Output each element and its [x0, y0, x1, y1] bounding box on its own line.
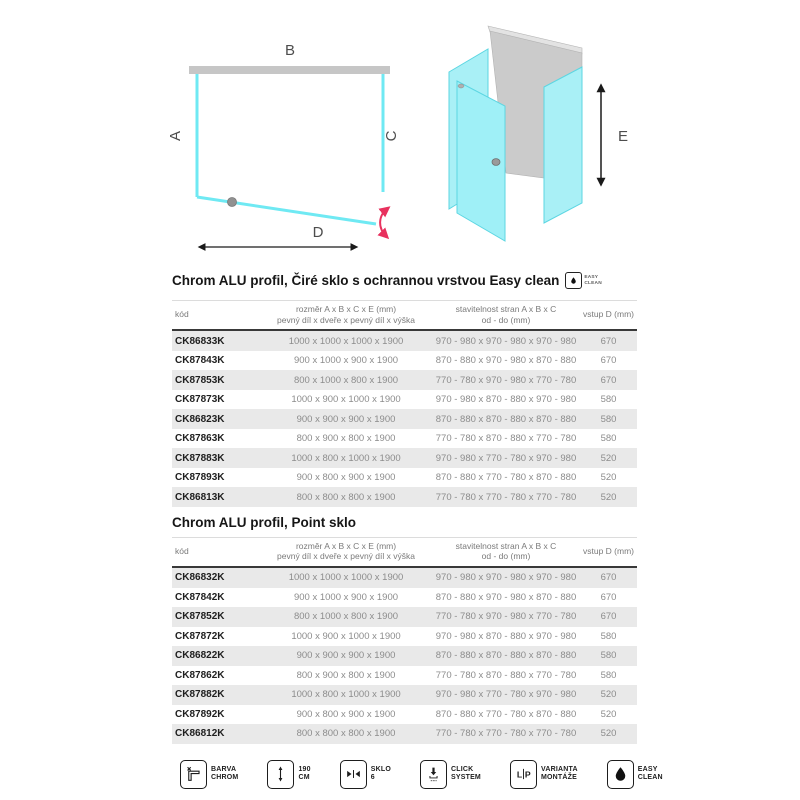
height-icon — [267, 760, 294, 789]
adjustability-cell: 870 - 880 x 870 - 880 x 870 - 880 — [435, 650, 577, 662]
product-code-cell: CK87842K — [175, 591, 225, 603]
svg-text:L: L — [516, 769, 523, 780]
table-row — [172, 685, 637, 705]
entry-width-cell: 670 — [600, 374, 617, 386]
entry-width-cell: 580 — [600, 650, 617, 662]
feature-icons-row — [172, 760, 663, 789]
feature-item — [267, 760, 310, 789]
size-cell: 900 x 1000 x 900 x 1900 — [293, 355, 399, 366]
product-code-cell: CK86822K — [175, 650, 225, 662]
product-code-cell: CK86823K — [175, 413, 225, 425]
feature-label: BARVA CHROM — [211, 765, 239, 781]
size-cell: 800 x 1000 x 800 x 1900 — [293, 611, 399, 623]
adjustability-cell: 770 - 780 x 970 - 980 x 770 - 780 — [435, 611, 577, 623]
adjustability-cell: 870 - 880 x 870 - 880 x 870 - 880 — [435, 413, 577, 425]
easy-clean-icon — [565, 272, 582, 289]
product-table-point-glass — [172, 537, 637, 744]
entry-width-cell: 670 — [600, 591, 617, 603]
product-code-cell: CK86832K — [175, 572, 225, 584]
dim-label-a: A — [167, 130, 184, 142]
door-knob — [492, 159, 500, 166]
product-code-cell: CK87893K — [175, 472, 225, 483]
product-code-cell: CK87883K — [175, 452, 225, 464]
size-cell: 900 x 900 x 900 x 1900 — [296, 650, 396, 662]
entry-width-cell: 580 — [600, 433, 617, 444]
size-cell: 800 x 800 x 800 x 1900 — [296, 728, 396, 740]
table-row — [172, 705, 637, 725]
size-cell: 800 x 800 x 800 x 1900 — [296, 491, 396, 503]
table-row — [172, 487, 637, 507]
feature-label: CLICK SYSTEM — [450, 765, 481, 781]
product-code-cell: CK87843K — [175, 355, 225, 366]
adjustability-cell: 870 - 880 x 970 - 980 x 870 - 880 — [435, 355, 577, 366]
entry-width-cell: 520 — [600, 728, 617, 740]
adjustability-cell: 970 - 980 x 770 - 780 x 970 - 980 — [435, 689, 577, 701]
dim-label-c: C — [383, 130, 400, 142]
table-row — [172, 351, 637, 371]
entry-width-cell: 520 — [600, 472, 617, 483]
size-cell: 900 x 900 x 900 x 1900 — [296, 413, 396, 425]
product-code-cell: CK86813K — [175, 491, 225, 503]
table-row — [172, 724, 637, 744]
size-cell: 900 x 800 x 900 x 1900 — [296, 708, 396, 720]
dim-label-d: D — [312, 224, 324, 241]
door-knob — [228, 198, 237, 207]
section-title-text: Chrom ALU profil, Čiré sklo s ochrannou vrstvou Easy clean — [172, 273, 560, 288]
adjustability-cell: 970 - 980 x 770 - 780 x 970 - 980 — [435, 452, 577, 464]
product-code-cell: CK87882K — [175, 689, 225, 701]
dim-label-b: B — [284, 42, 296, 59]
table-row — [172, 646, 637, 666]
glass-thickness-icon — [340, 760, 367, 789]
entry-width-cell: 670 — [600, 572, 617, 584]
adjustability-cell: 970 - 980 x 970 - 980 x 970 - 980 — [435, 572, 577, 584]
entry-width-cell: 580 — [600, 630, 617, 642]
table-row — [172, 370, 637, 390]
entry-width-cell: 520 — [600, 708, 617, 720]
column-header-adjustability: stavitelnost stran A x B x C od - do (mm) — [432, 537, 580, 567]
entry-width-cell: 580 — [600, 394, 617, 405]
feature-label: SKLO 6 — [370, 765, 391, 781]
size-cell: 1000 x 1000 x 1000 x 1900 — [288, 335, 404, 347]
table-row — [172, 607, 637, 627]
variant-lp-icon — [510, 760, 537, 789]
dim-label-e: E — [618, 128, 629, 145]
product-code-cell: CK87853K — [175, 374, 225, 386]
table-row — [172, 330, 637, 351]
column-header-entry: vstup D (mm) — [580, 537, 637, 567]
size-cell: 800 x 900 x 800 x 1900 — [296, 669, 396, 681]
size-cell: 900 x 1000 x 900 x 1900 — [293, 591, 399, 603]
entry-width-cell: 520 — [600, 689, 617, 701]
table-row — [172, 666, 637, 686]
product-code-cell: CK87852K — [175, 611, 225, 623]
size-cell: 900 x 800 x 900 x 1900 — [296, 472, 396, 483]
adjustability-cell: 870 - 880 x 770 - 780 x 870 - 880 — [435, 472, 577, 483]
profile-color-icon — [180, 760, 207, 789]
size-cell: 1000 x 800 x 1000 x 1900 — [291, 689, 401, 701]
column-header-code: kód — [172, 301, 260, 331]
wall-bar — [189, 66, 390, 74]
size-cell: 1000 x 900 x 1000 x 1900 — [291, 630, 401, 642]
feature-item — [420, 760, 481, 789]
easy-clean-badge — [565, 272, 602, 289]
door-panel — [197, 197, 376, 224]
product-code-cell: CK87873K — [175, 394, 225, 405]
entry-width-cell: 520 — [600, 452, 617, 464]
easy-clean-badge-label: EASY CLEAN — [584, 275, 602, 286]
adjustability-cell: 970 - 980 x 870 - 880 x 970 - 980 — [435, 630, 577, 642]
product-code-cell: CK87862K — [175, 669, 225, 681]
column-header-size: rozměr A x B x C x E (mm) pevný díl x dveře x pevný díl x výška — [260, 301, 432, 331]
adjustability-cell: 970 - 980 x 870 - 880 x 970 - 980 — [435, 394, 577, 405]
table-row — [172, 429, 637, 449]
feature-item — [180, 760, 238, 789]
table-row — [172, 567, 637, 588]
entry-width-cell: 520 — [600, 491, 617, 503]
table-row — [172, 588, 637, 608]
feature-label: VARIANTA MONTÁŽE — [540, 765, 578, 781]
table-header-row — [172, 537, 637, 567]
right-glass-panel — [544, 67, 582, 223]
adjustability-cell: 770 - 780 x 970 - 980 x 770 - 780 — [435, 374, 577, 386]
size-cell: 1000 x 800 x 1000 x 1900 — [291, 452, 401, 464]
feature-label: EASY CLEAN — [637, 765, 663, 781]
adjustability-cell: 770 - 780 x 770 - 780 x 770 - 780 — [435, 491, 577, 503]
adjustability-cell: 870 - 880 x 770 - 780 x 870 - 880 — [435, 708, 577, 720]
column-header-size: rozměr A x B x C x E (mm) pevný díl x dveře x pevný díl x výška — [260, 537, 432, 567]
feature-item — [510, 760, 578, 789]
entry-width-cell: 580 — [600, 413, 617, 425]
adjustability-cell: 770 - 780 x 870 - 880 x 770 - 780 — [435, 433, 577, 444]
adjustability-cell: 970 - 980 x 970 - 980 x 970 - 980 — [435, 335, 577, 347]
entry-width-cell: 670 — [600, 335, 617, 347]
door-hinge — [458, 84, 464, 88]
feature-label: 190 CM — [298, 765, 311, 781]
product-code-cell: CK87863K — [175, 433, 225, 444]
feature-item — [607, 760, 663, 789]
size-cell: 800 x 1000 x 800 x 1900 — [293, 374, 399, 386]
click-system-icon — [420, 760, 447, 789]
section-title-text: Chrom ALU profil, Point sklo — [172, 514, 356, 530]
column-header-adjustability: stavitelnost stran A x B x C od - do (mm) — [432, 301, 580, 331]
size-cell: 1000 x 900 x 1000 x 1900 — [291, 394, 401, 405]
product-code-cell: CK86833K — [175, 335, 225, 347]
product-table-clear-glass — [172, 300, 637, 507]
table-row — [172, 390, 637, 410]
adjustability-cell: 770 - 780 x 770 - 780 x 770 - 780 — [435, 728, 577, 740]
entry-width-cell: 580 — [600, 669, 617, 681]
adjustability-cell: 770 - 780 x 870 - 880 x 770 - 780 — [435, 669, 577, 681]
door-swing-arrow — [380, 209, 387, 236]
isometric-view-diagram — [428, 12, 688, 262]
table-row — [172, 627, 637, 647]
column-header-entry: vstup D (mm) — [580, 301, 637, 331]
table-header-row — [172, 301, 637, 331]
table-row — [172, 448, 637, 468]
section-title-clear-glass — [172, 272, 637, 289]
entry-width-cell: 670 — [600, 355, 617, 366]
section-title-point-glass — [172, 515, 637, 530]
entry-width-cell: 670 — [600, 611, 617, 623]
svg-text:P: P — [524, 769, 531, 780]
column-header-code: kód — [172, 537, 260, 567]
plan-view-diagram — [140, 18, 440, 258]
size-cell: 800 x 900 x 800 x 1900 — [296, 433, 396, 444]
product-code-cell: CK87892K — [175, 708, 225, 720]
easy-clean-icon — [607, 760, 634, 789]
product-code-cell: CK87872K — [175, 630, 225, 642]
adjustability-cell: 870 - 880 x 970 - 980 x 870 - 880 — [435, 591, 577, 603]
size-cell: 1000 x 1000 x 1000 x 1900 — [288, 572, 404, 584]
table-row — [172, 468, 637, 488]
product-code-cell: CK86812K — [175, 728, 225, 740]
table-row — [172, 409, 637, 429]
content-column — [172, 272, 663, 789]
feature-item — [340, 760, 391, 789]
